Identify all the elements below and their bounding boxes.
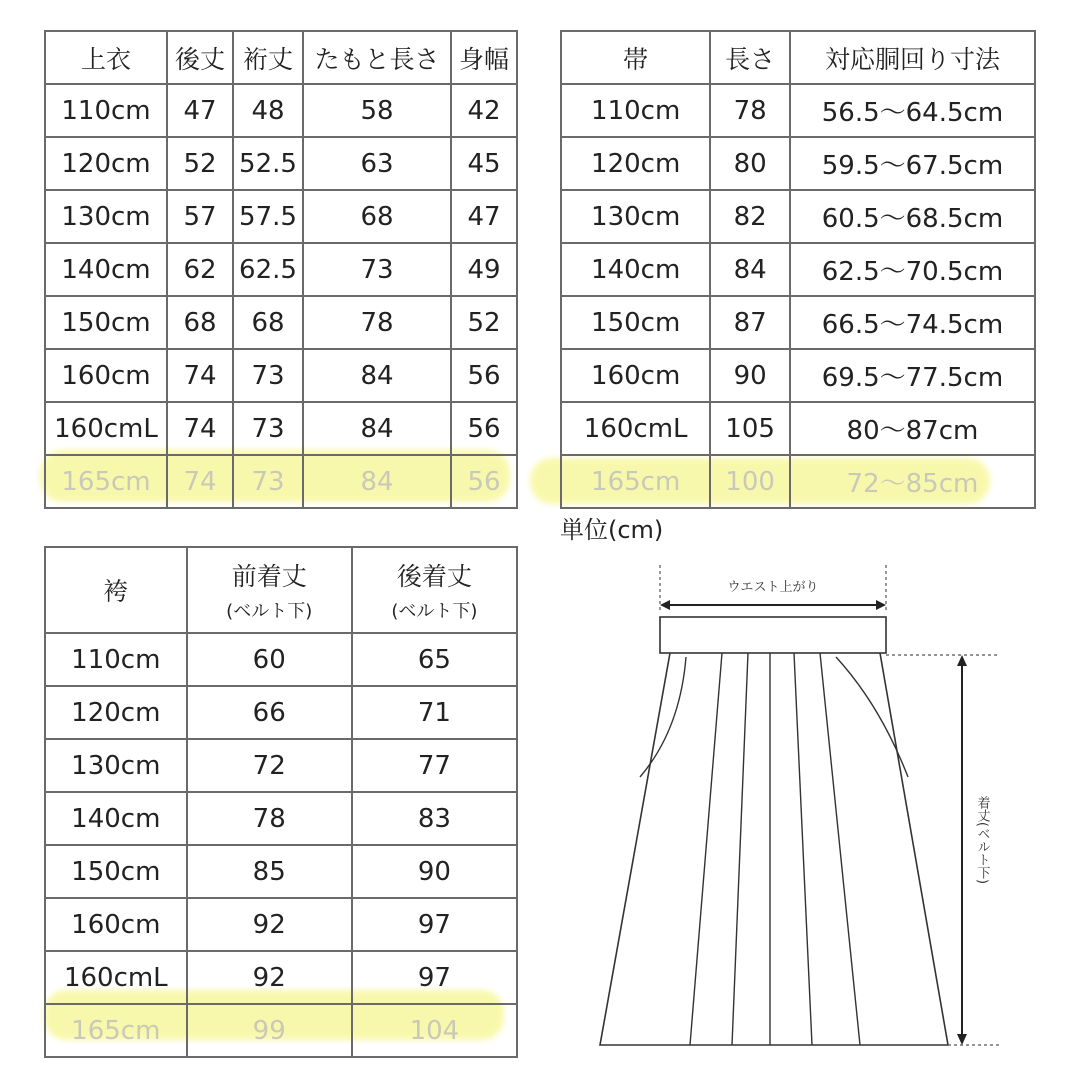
hakama-cell: 160cmL — [45, 951, 187, 1004]
jacket-cell: 140cm — [45, 243, 167, 296]
jacket-cell: 74 — [167, 349, 233, 402]
length-arrow-bottom-head — [957, 1034, 967, 1045]
hakama-diagram — [590, 555, 1020, 1065]
hakama-cell: 150cm — [45, 845, 187, 898]
hakama-cell: 92 — [187, 951, 352, 1004]
jacket-cell: 78 — [303, 296, 451, 349]
obi-header-cell: 対応胴回り寸法 — [790, 31, 1035, 84]
jacket-header-row — [45, 31, 517, 84]
jacket-cell: 52 — [167, 137, 233, 190]
obi-cell: 82 — [710, 190, 790, 243]
belt — [660, 617, 886, 653]
jacket-cell: 42 — [451, 84, 517, 137]
hakama-row — [45, 686, 517, 739]
obi-row — [561, 455, 1035, 508]
hakama-cell: 99 — [187, 1004, 352, 1057]
obi-row — [561, 296, 1035, 349]
obi-header-cell: 帯 — [561, 31, 710, 84]
hakama-row — [45, 898, 517, 951]
hakama-row — [45, 845, 517, 898]
obi-size-table — [560, 30, 1036, 509]
jacket-row — [45, 243, 517, 296]
obi-cell: 160cmL — [561, 402, 710, 455]
hakama-header-sub: (ベルト下) — [226, 601, 313, 622]
obi-header-row — [561, 31, 1035, 84]
obi-cell: 72～85cm — [790, 455, 1035, 508]
obi-cell: 165cm — [561, 455, 710, 508]
jacket-cell: 57.5 — [233, 190, 303, 243]
obi-row — [561, 190, 1035, 243]
jacket-cell: 130cm — [45, 190, 167, 243]
jacket-cell: 73 — [233, 349, 303, 402]
obi-cell: 120cm — [561, 137, 710, 190]
jacket-cell: 84 — [303, 455, 451, 508]
jacket-row — [45, 296, 517, 349]
jacket-cell: 58 — [303, 84, 451, 137]
obi-cell: 69.5～77.5cm — [790, 349, 1035, 402]
side-slit-right — [836, 657, 908, 777]
unit-note: 単位(cm) — [560, 516, 664, 544]
obi-header-cell: 長さ — [710, 31, 790, 84]
jacket-header-cell: 後丈 — [167, 31, 233, 84]
hakama-cell: 97 — [352, 898, 517, 951]
jacket-row — [45, 137, 517, 190]
jacket-header-cell: 上衣 — [45, 31, 167, 84]
jacket-cell: 52.5 — [233, 137, 303, 190]
hakama-header-cell — [352, 547, 517, 633]
obi-cell: 90 — [710, 349, 790, 402]
jacket-row — [45, 349, 517, 402]
hakama-cell: 160cm — [45, 898, 187, 951]
hakama-cell: 65 — [352, 633, 517, 686]
hakama-header-main: 後着丈 — [396, 562, 472, 591]
jacket-cell: 110cm — [45, 84, 167, 137]
jacket-cell: 84 — [303, 402, 451, 455]
obi-cell: 130cm — [561, 190, 710, 243]
jacket-row — [45, 455, 517, 508]
hakama-cell: 78 — [187, 792, 352, 845]
hakama-cell: 104 — [352, 1004, 517, 1057]
waist-arrow-right-head — [876, 600, 886, 610]
jacket-cell: 74 — [167, 455, 233, 508]
obi-cell: 105 — [710, 402, 790, 455]
hakama-cell: 120cm — [45, 686, 187, 739]
hakama-header-main: 袴 — [103, 577, 129, 606]
jacket-header-cell: 裄丈 — [233, 31, 303, 84]
jacket-cell: 45 — [451, 137, 517, 190]
obi-row — [561, 349, 1035, 402]
hakama-cell: 165cm — [45, 1004, 187, 1057]
hakama-row — [45, 951, 517, 1004]
jacket-row — [45, 84, 517, 137]
jacket-cell: 74 — [167, 402, 233, 455]
jacket-cell: 68 — [167, 296, 233, 349]
hakama-cell: 92 — [187, 898, 352, 951]
jacket-cell: 62.5 — [233, 243, 303, 296]
hakama-cell: 97 — [352, 951, 517, 1004]
pleat-line — [820, 653, 860, 1045]
obi-cell: 59.5～67.5cm — [790, 137, 1035, 190]
jacket-cell: 160cmL — [45, 402, 167, 455]
hakama-cell: 72 — [187, 739, 352, 792]
jacket-header-cell: たもと長さ — [303, 31, 451, 84]
jacket-cell: 49 — [451, 243, 517, 296]
jacket-cell: 63 — [303, 137, 451, 190]
hakama-header-row — [45, 547, 517, 633]
obi-cell: 80～87cm — [790, 402, 1035, 455]
hakama-header-cell — [187, 547, 352, 633]
hakama-cell: 60 — [187, 633, 352, 686]
jacket-cell: 73 — [303, 243, 451, 296]
hakama-cell: 130cm — [45, 739, 187, 792]
hakama-row — [45, 1004, 517, 1057]
jacket-header-cell: 身幅 — [451, 31, 517, 84]
side-slit-left — [640, 657, 686, 777]
hakama-header-cell — [45, 547, 187, 633]
hakama-row — [45, 633, 517, 686]
obi-cell: 60.5～68.5cm — [790, 190, 1035, 243]
obi-cell: 56.5～64.5cm — [790, 84, 1035, 137]
hakama-cell: 83 — [352, 792, 517, 845]
jacket-cell: 68 — [303, 190, 451, 243]
hakama-row — [45, 792, 517, 845]
hakama-header-main: 前着丈 — [231, 562, 307, 591]
jacket-cell: 68 — [233, 296, 303, 349]
jacket-cell: 120cm — [45, 137, 167, 190]
skirt-outline — [600, 653, 948, 1045]
length-label: 着丈(ベルト下) — [974, 795, 990, 885]
jacket-row — [45, 190, 517, 243]
obi-row — [561, 402, 1035, 455]
waist-label: ウエスト上がり — [727, 580, 819, 595]
hakama-cell: 71 — [352, 686, 517, 739]
pleat-line — [794, 653, 812, 1045]
jacket-cell: 62 — [167, 243, 233, 296]
jacket-row — [45, 402, 517, 455]
waist-arrow-left-head — [660, 600, 670, 610]
jacket-cell: 56 — [451, 349, 517, 402]
hakama-cell: 110cm — [45, 633, 187, 686]
hakama-cell: 90 — [352, 845, 517, 898]
jacket-cell: 52 — [451, 296, 517, 349]
pleat-line — [690, 653, 722, 1045]
obi-cell: 100 — [710, 455, 790, 508]
obi-row — [561, 84, 1035, 137]
hakama-cell: 77 — [352, 739, 517, 792]
hakama-row — [45, 739, 517, 792]
hakama-cell: 85 — [187, 845, 352, 898]
obi-cell: 80 — [710, 137, 790, 190]
jacket-cell: 73 — [233, 402, 303, 455]
jacket-cell: 56 — [451, 402, 517, 455]
pleat-line — [732, 653, 748, 1045]
jacket-cell: 165cm — [45, 455, 167, 508]
jacket-cell: 48 — [233, 84, 303, 137]
jacket-cell: 73 — [233, 455, 303, 508]
obi-cell: 87 — [710, 296, 790, 349]
jacket-cell: 57 — [167, 190, 233, 243]
jacket-cell: 47 — [451, 190, 517, 243]
hakama-size-table — [44, 546, 518, 1058]
jacket-cell: 84 — [303, 349, 451, 402]
obi-cell: 84 — [710, 243, 790, 296]
jacket-cell: 150cm — [45, 296, 167, 349]
obi-cell: 150cm — [561, 296, 710, 349]
hakama-cell: 66 — [187, 686, 352, 739]
obi-cell: 110cm — [561, 84, 710, 137]
obi-cell: 66.5～74.5cm — [790, 296, 1035, 349]
length-arrow-top-head — [957, 655, 967, 666]
obi-cell: 78 — [710, 84, 790, 137]
jacket-cell: 56 — [451, 455, 517, 508]
obi-row — [561, 243, 1035, 296]
obi-row — [561, 137, 1035, 190]
obi-cell: 140cm — [561, 243, 710, 296]
hakama-cell: 140cm — [45, 792, 187, 845]
obi-cell: 62.5～70.5cm — [790, 243, 1035, 296]
jacket-cell: 47 — [167, 84, 233, 137]
jacket-size-table — [44, 30, 518, 509]
hakama-header-sub: (ベルト下) — [391, 601, 478, 622]
obi-cell: 160cm — [561, 349, 710, 402]
jacket-cell: 160cm — [45, 349, 167, 402]
